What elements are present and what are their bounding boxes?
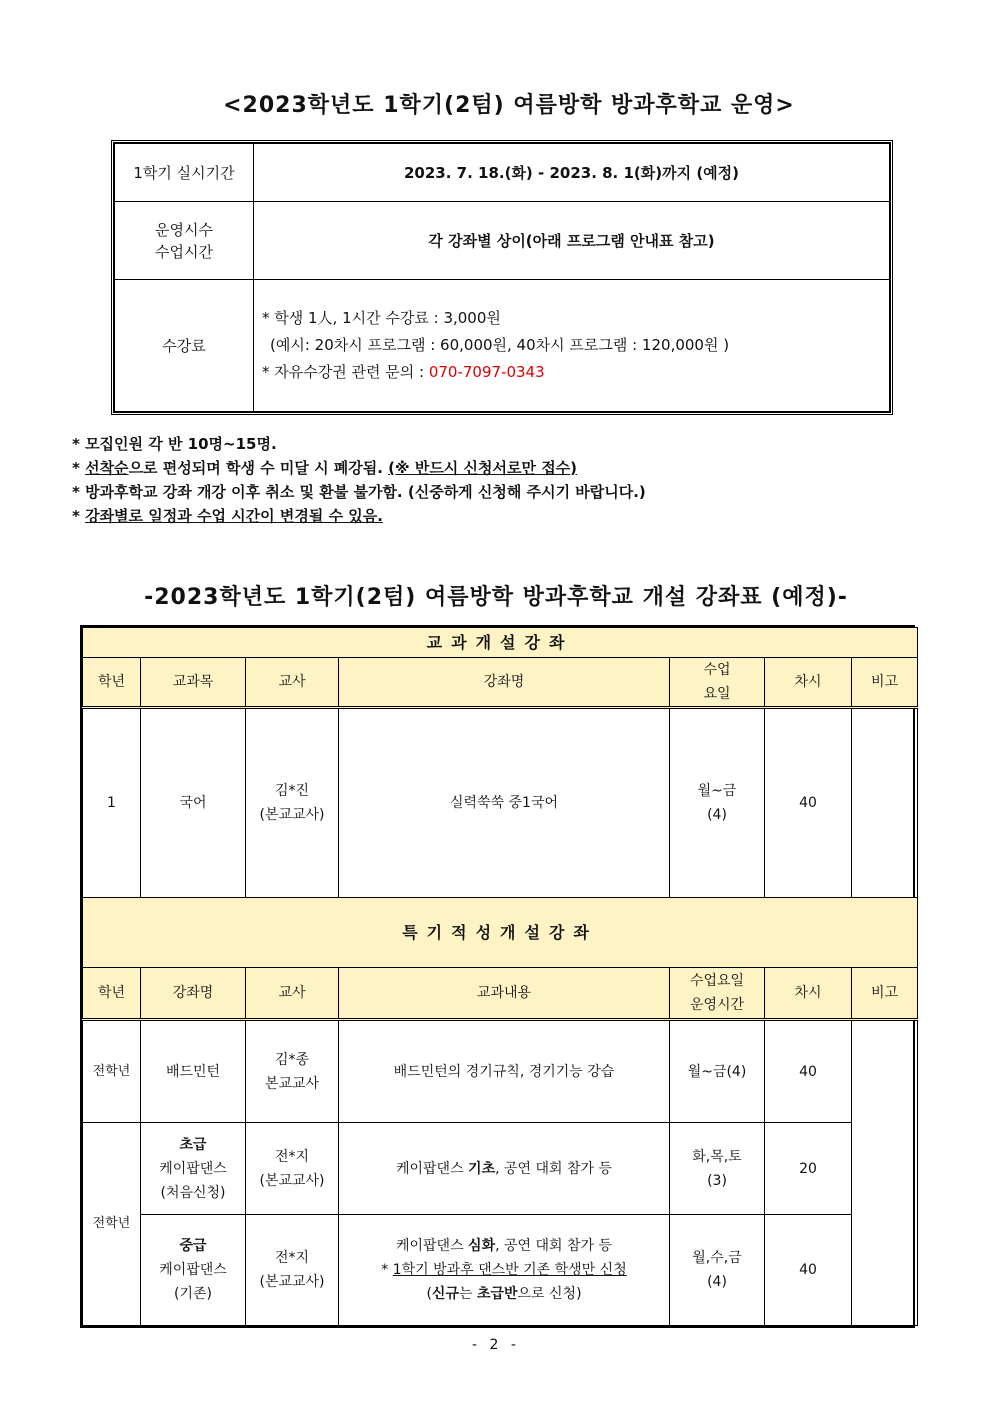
fee-line3-prefix: * 자유수강권 관련 문의 : bbox=[262, 363, 429, 381]
cell-day: 월~금(4) bbox=[670, 1020, 765, 1123]
content3-e: 으로 신청) bbox=[517, 1286, 582, 1302]
cell-teacher bbox=[246, 1020, 339, 1123]
content3-d: 초급반 bbox=[476, 1286, 518, 1302]
cell-sessions: 40 bbox=[765, 708, 852, 898]
content-b: 기초 bbox=[468, 1160, 496, 1177]
header-subject: 교과목 bbox=[141, 658, 246, 708]
header-course: 강좌명 bbox=[141, 968, 246, 1020]
course-level: 중급 bbox=[179, 1238, 207, 1254]
teacher-type: (본교교사) bbox=[259, 1274, 325, 1290]
hours-label-line2: 수업시간 bbox=[155, 242, 213, 261]
day-text: 월~금 bbox=[697, 783, 737, 799]
hours-label bbox=[115, 202, 254, 280]
teacher-type: 본교교사 bbox=[264, 1075, 320, 1092]
notes bbox=[72, 432, 646, 528]
cell-course bbox=[141, 1123, 246, 1215]
course-table-title: -2023학년도 1학기(2텀) 여름방학 방과후학교 개설 강좌표 (예정)- bbox=[144, 585, 848, 610]
day-text: 화,목,토 bbox=[692, 1148, 742, 1165]
note-4-star: * bbox=[72, 507, 86, 525]
header-teacher: 교사 bbox=[246, 658, 339, 708]
note-3: * 방과후학교 강좌 개강 이후 취소 및 환불 불가함. (신중하게 신청해 주시기 바랍니다.) bbox=[72, 483, 646, 501]
cell-day bbox=[670, 708, 765, 898]
header-content: 교과내용 bbox=[339, 968, 670, 1020]
page-number: - 2 - bbox=[472, 1337, 520, 1353]
course-level: 초급 bbox=[179, 1136, 207, 1153]
note-2-first-come: 선착순 bbox=[85, 459, 129, 477]
header-day-2: 운영시간 bbox=[689, 997, 745, 1013]
cell-content bbox=[339, 1215, 670, 1326]
cell-day bbox=[670, 1123, 765, 1215]
hours-value: 각 강좌별 상이(아래 프로그램 안내표 참고) bbox=[254, 202, 890, 280]
content1-c: , 공연 대회 참가 등 bbox=[495, 1238, 613, 1254]
table-row bbox=[83, 708, 918, 898]
teacher-name: 전*지 bbox=[274, 1250, 310, 1266]
table-row bbox=[83, 1020, 918, 1123]
note-4-text: 강좌별로 일정과 수업 시간이 변경될 수 있음. bbox=[85, 507, 383, 525]
cell-content bbox=[339, 1123, 670, 1215]
header-grade: 학년 bbox=[83, 658, 141, 708]
fee-label: 수강료 bbox=[115, 280, 254, 412]
header-course: 강좌명 bbox=[339, 658, 670, 708]
day-count: (4) bbox=[707, 1274, 727, 1290]
note-2 bbox=[72, 456, 646, 480]
course-table bbox=[80, 625, 915, 1328]
fee-value bbox=[254, 280, 890, 412]
teacher-name: 전*지 bbox=[274, 1148, 310, 1165]
teacher-type: (본교교사) bbox=[259, 807, 325, 823]
fee-line3 bbox=[262, 359, 888, 386]
note-2-application: (※ 반드시 신청서로만 접수) bbox=[388, 459, 578, 477]
day-count: (3) bbox=[707, 1172, 727, 1189]
teacher-type: (본교교사) bbox=[259, 1172, 325, 1189]
hours-label-line1: 운영시수 bbox=[155, 220, 213, 239]
note-2-text: 으로 편성되며 학생 수 미달 시 폐강됨. bbox=[128, 459, 389, 477]
contact-phone: 070-7097-0343 bbox=[428, 363, 545, 381]
header-day-2: 요일 bbox=[703, 686, 731, 702]
header-sessions: 차시 bbox=[765, 658, 852, 708]
content2-b: 1학기 방과후 댄스반 기존 학생만 신청 bbox=[392, 1262, 627, 1278]
cell-course: 배드민턴 bbox=[141, 1020, 246, 1123]
course-name: 케이팝댄스 bbox=[159, 1262, 227, 1278]
cell-teacher bbox=[246, 1215, 339, 1326]
cell-grade: 전학년 bbox=[83, 1123, 141, 1326]
cell-note bbox=[852, 708, 918, 898]
cell-day bbox=[670, 1215, 765, 1326]
cell-sessions: 40 bbox=[765, 1215, 852, 1326]
course-sub: (기존) bbox=[174, 1286, 212, 1302]
cell-course: 실력쑥쑥 중1국어 bbox=[339, 708, 670, 898]
teacher-name: 김*진 bbox=[274, 783, 310, 799]
cell-sessions: 40 bbox=[765, 1020, 852, 1123]
content3-a: ( bbox=[426, 1286, 432, 1302]
section1-title: 교과개설강좌 bbox=[83, 628, 918, 658]
table-row bbox=[83, 1123, 918, 1215]
day-text: 월,수,금 bbox=[692, 1250, 742, 1266]
header-day bbox=[670, 658, 765, 708]
header-day-1: 수업요일 bbox=[689, 973, 745, 989]
cell-course bbox=[141, 1215, 246, 1326]
period-label: 1학기 실시기간 bbox=[115, 144, 254, 202]
note-1: * 모집인원 각 반 10명~15명. bbox=[72, 435, 277, 453]
cell-note bbox=[852, 1020, 918, 1326]
header-note: 비고 bbox=[852, 968, 918, 1020]
cell-grade: 1 bbox=[83, 708, 141, 898]
table-row bbox=[83, 1215, 918, 1326]
header-sessions: 차시 bbox=[765, 968, 852, 1020]
note-4 bbox=[72, 504, 646, 528]
content2-a: * bbox=[381, 1262, 393, 1278]
fee-line1: * 학생 1人, 1시간 수강료 : 3,000원 bbox=[262, 309, 501, 327]
note-2-star: * bbox=[72, 459, 86, 477]
operation-info-table bbox=[111, 140, 893, 415]
cell-subject: 국어 bbox=[141, 708, 246, 898]
content-a: 케이팝댄스 bbox=[395, 1160, 469, 1177]
header-teacher: 교사 bbox=[246, 968, 339, 1020]
section2-title: 특기적성개설강좌 bbox=[83, 898, 918, 968]
content3-b: 신규 bbox=[431, 1286, 459, 1302]
content-c: , 공연 대회 참가 등 bbox=[495, 1160, 613, 1177]
cell-sessions: 20 bbox=[765, 1123, 852, 1215]
header-grade: 학년 bbox=[83, 968, 141, 1020]
cell-content: 배드민턴의 경기규칙, 경기기능 강습 bbox=[339, 1020, 670, 1123]
course-name: 케이팝댄스 bbox=[159, 1160, 227, 1177]
period-value: 2023. 7. 18.(화) - 2023. 8. 1(화)까지 (예정) bbox=[254, 144, 890, 202]
header-day-time bbox=[670, 968, 765, 1020]
content1-b: 심화 bbox=[468, 1238, 496, 1254]
day-count: (4) bbox=[707, 807, 727, 823]
cell-teacher bbox=[246, 1123, 339, 1215]
cell-teacher bbox=[246, 708, 339, 898]
page-title: <2023학년도 1학기(2텀) 여름방학 방과후학교 운영> bbox=[223, 93, 795, 118]
fee-line2: (예시: 20차시 프로그램 : 60,000원, 40차시 프로그램 : 120,000원 ) bbox=[270, 336, 730, 354]
teacher-name: 김*종 bbox=[274, 1051, 310, 1068]
content1-a: 케이팝댄스 bbox=[395, 1238, 469, 1254]
header-day-1: 수업 bbox=[703, 662, 731, 678]
cell-grade: 전학년 bbox=[83, 1020, 141, 1123]
content3-c: 는 bbox=[458, 1286, 477, 1302]
course-sub: (처음신청) bbox=[160, 1184, 226, 1201]
header-note: 비고 bbox=[852, 658, 918, 708]
